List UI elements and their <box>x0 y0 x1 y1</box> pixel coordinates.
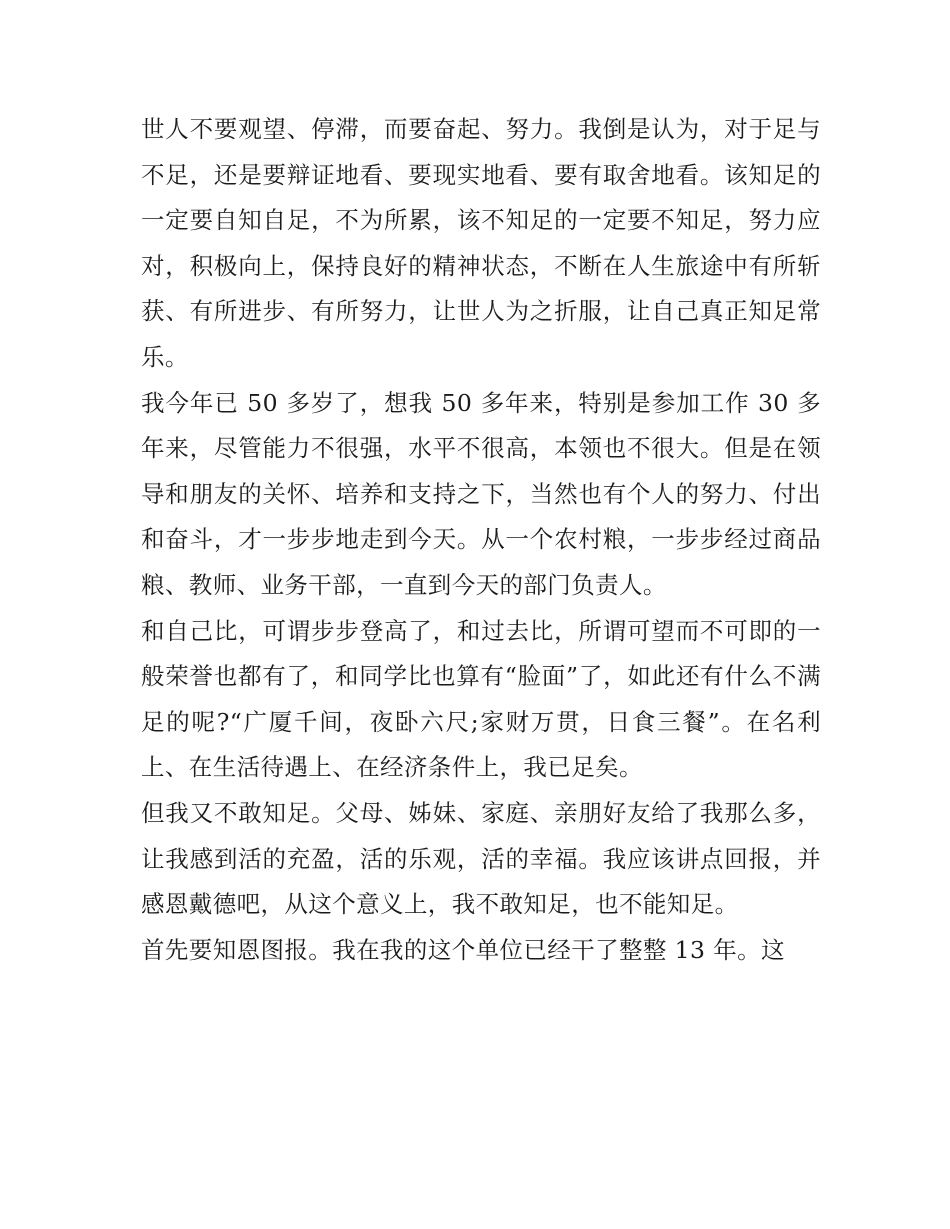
paragraph-5: 首先要知恩图报。我在我的这个单位已经干了整整 13 年。这 <box>141 935 785 964</box>
document-body <box>141 107 821 973</box>
paragraph-3: 和自己比，可谓步步登高了，和过去比，所谓可望而不可即的一般荣誉也都有了，和同学比也算有“脸面”了，如此还有什么不满足的呢?“广厦千间，夜卧六尺;家财万贯，日食三餐”。在名利上、在生活待遇上、在经济条件上，我已足矣。 <box>141 616 821 782</box>
paragraph-4: 但我又不敢知足。父母、姊妹、家庭、亲朋好友给了我那么多，让我感到活的充盈，活的乐观，活的幸福。我应该讲点回报，并感恩戴德吧，从这个意义上，我不敢知足，也不能知足。 <box>141 798 821 919</box>
paragraph-1: 世人不要观望、停滞，而要奋起、努力。我倒是认为，对于足与不足，还是要辩证地看、要现实地看、要有取舍地看。该知足的一定要自知自足，不为所累，该不知足的一定要不知足，努力应对，积极向上，保持良好的精神状态，不断在人生旅途中有所斩获、有所进步、有所努力，让世人为之折服，让自己真正知足常乐。 <box>141 115 821 371</box>
paragraph-2: 我今年已 50 多岁了，想我 50 多年来，特别是参加工作 30 多年来，尽管能力不很强，水平不很高，本领也不很大。但是在领导和朋友的关怀、培养和支持之下，当然也有个人的努力、付出和奋斗，才一步步地走到今天。从一个农村粮，一步步经过商品粮、教师、业务干部，一直到今天的部门负责人。 <box>141 388 821 599</box>
